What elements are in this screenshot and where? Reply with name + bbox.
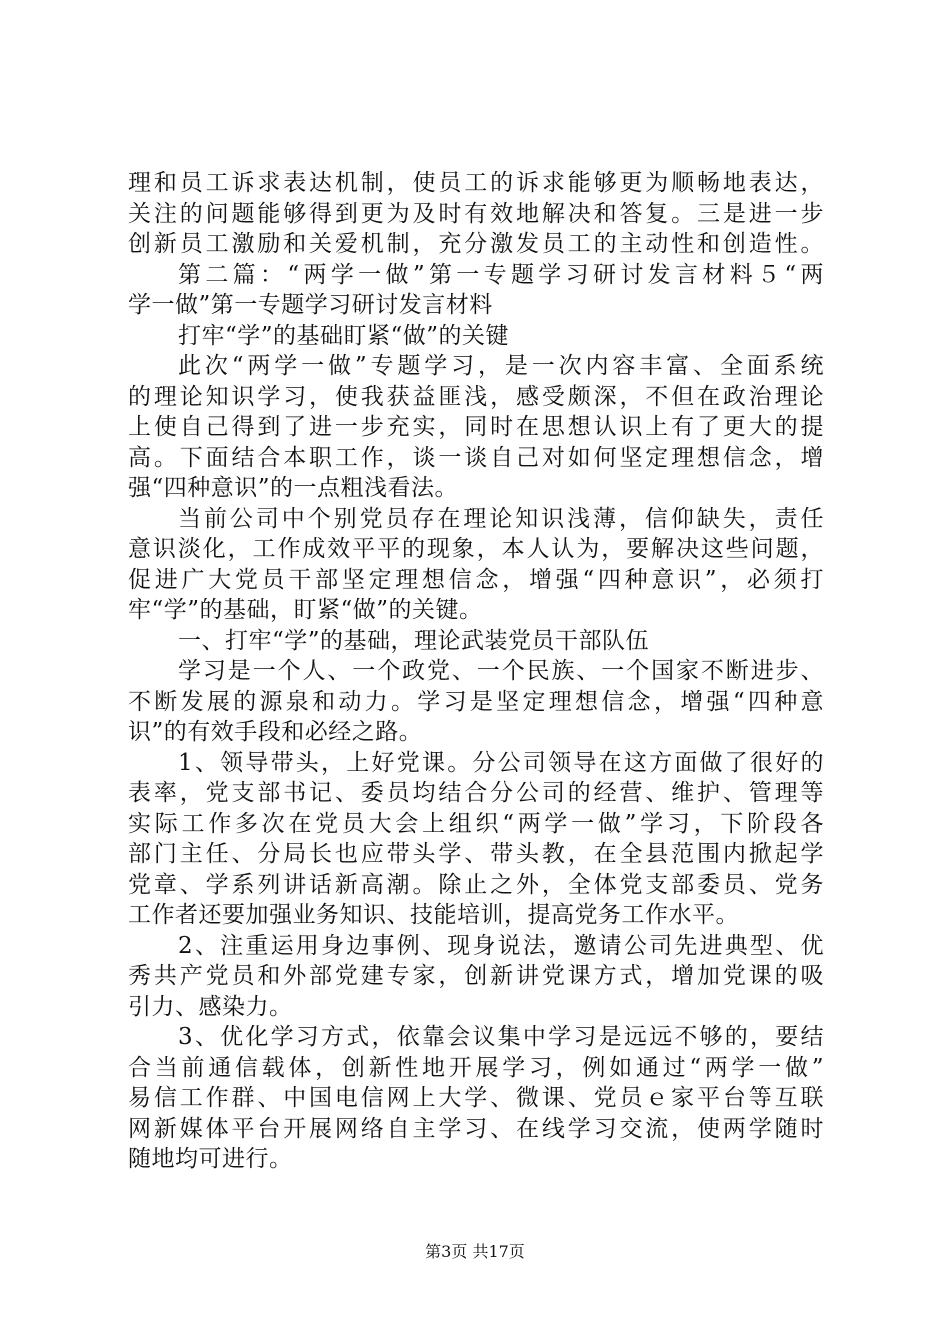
text-line: 意识淡化，工作成效平平的现象，本人认为，要解决这些问题，	[128, 536, 824, 562]
body-text	[128, 168, 824, 1175]
text-line: 当前公司中个别党员存在理论知识浅薄，信仰缺失，责任	[178, 505, 824, 532]
text-line: 不断发展的源泉和动力。学习是坚定理想信念，增强“四种意	[128, 688, 824, 715]
text-line: 合当前通信载体，创新性地开展学习，例如通过“两学一做”	[128, 1054, 824, 1081]
text-line: 识”的有效手段和必经之路。	[128, 719, 423, 745]
text-line: 一、打牢“学”的基础，理论武装党员干部队伍	[178, 627, 650, 654]
text-line: 2、注重运用身边事例、现身说法，邀请公司先进典型、优	[178, 932, 824, 959]
text-line: 强“四种意识”的一点粗浅看法。	[128, 475, 459, 501]
page-footer: 第3页 共17页	[425, 1242, 525, 1261]
text-line: 理和员工诉求表达机制，使员工的诉求能够更为顺畅地表达，	[128, 170, 824, 196]
text-line: 3、优化学习方式，依靠会议集中学习是远远不够的，要结	[178, 1024, 824, 1050]
text-line: 随地均可进行。	[128, 1146, 293, 1172]
text-line: 秀共产党员和外部党建专家，创新讲党课方式，增加党课的吸	[128, 963, 824, 989]
text-line: 引力、感染力。	[128, 993, 293, 1020]
text-line: 创新员工激励和关爱机制，充分激发员工的主动性和创造性。	[128, 231, 824, 257]
text-line: 实际工作多次在党员大会上组织“两学一做”学习，下阶段各	[128, 810, 824, 837]
text-line: 学习是一个人、一个政党、一个民族、一个国家不断进步、	[178, 658, 824, 684]
text-line: 牢“学”的基础，盯紧“做”的关键。	[128, 597, 483, 623]
text-line: 关注的问题能够得到更为及时有效地解决和答复。三是进一步	[128, 200, 824, 227]
text-line: 上使自己得到了进一步充实，同时在思想认识上有了更大的提	[128, 414, 824, 440]
text-line: 此次“两学一做”专题学习，是一次内容丰富、全面系统	[178, 353, 824, 379]
text-line: 党章、学系列讲话新高潮。除止之外，全体党支部委员、党务	[128, 871, 824, 898]
text-line: 的理论知识学习，使我获益匪浅，感受颇深，不但在政治理论	[128, 383, 824, 410]
text-line: 易信工作群、中国电信网上大学、微课、党员ｅ家平台等互联	[128, 1085, 824, 1111]
text-line: 打牢“学”的基础盯紧“做”的关键	[178, 322, 510, 349]
text-line: 工作者还要加强业务知识、技能培训，提高党务工作水平。	[128, 902, 739, 928]
text-line: 学一做”第一专题学习研讨发言材料	[128, 292, 493, 318]
text-line: 1、领导带头，上好党课。分公司领导在这方面做了很好的	[178, 749, 824, 776]
text-line: 高。下面结合本职工作，谈一谈自己对如何坚定理想信念，增	[128, 444, 824, 471]
text-line: 部门主任、分局长也应带头学、带头教，在全县范围内掀起学	[128, 841, 824, 867]
text-line: 网新媒体平台开展网络自主学习、在线学习交流，使两学随时	[128, 1115, 824, 1142]
text-line: 表率，党支部书记、委员均结合分公司的经营、维护、管理等	[128, 780, 824, 806]
text-line: 第二篇：“两学一做”第一专题学习研讨发言材料５“两	[178, 261, 824, 288]
text-line: 促进广大党员干部坚定理想信念，增强“四种意识”，必须打	[128, 566, 824, 593]
